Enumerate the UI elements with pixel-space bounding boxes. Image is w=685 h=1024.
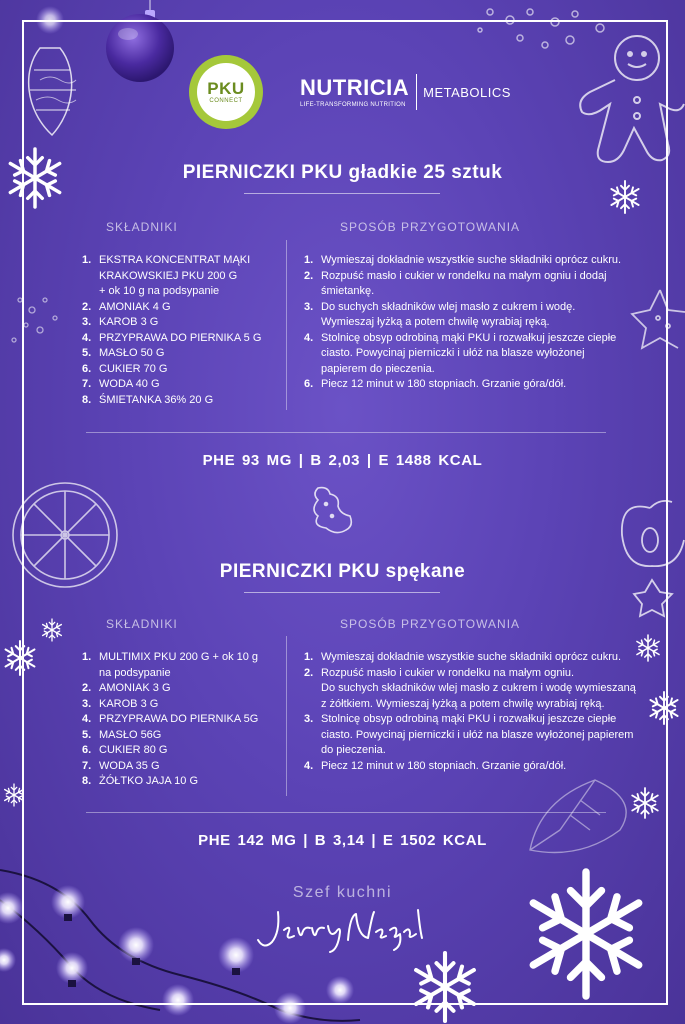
- list-item: [304, 728, 644, 744]
- list-item-text: Wymieszaj dokładnie wszystkie suche składniki oprócz cukru.: [321, 651, 622, 663]
- list-item-number: 1.: [304, 254, 314, 266]
- list-item-text: WODA 40 G: [99, 378, 160, 390]
- method-heading: SPOSÓB PRZYGOTOWANIA: [340, 220, 521, 234]
- column-divider: [286, 636, 287, 796]
- ingredients-heading: SKŁADNIKI: [106, 617, 178, 631]
- list-item: [304, 362, 634, 378]
- nutricia-logo: [300, 70, 511, 114]
- logo-separator: [416, 74, 417, 110]
- list-item-number: [82, 284, 99, 300]
- list-item-text: ciasto. Powycinaj pierniczki i ułóż na blasze wyłożonej: [321, 347, 585, 359]
- nutrition-summary: PHE 93 MG | B 2,03 | E 1488 KCAL: [202, 452, 483, 469]
- list-item-number: [304, 743, 321, 759]
- pku-logo-subtext: CONNECT: [209, 97, 243, 104]
- list-item: [82, 362, 278, 378]
- list-item-text: WODA 35 G: [99, 759, 160, 772]
- list-item-number: [82, 666, 99, 682]
- list-item-text: z żółtkiem. Wymieszaj łyżką a potem chwilę wyrabiaj ręką.: [321, 697, 605, 710]
- list-item-text: na podsypanie: [99, 666, 171, 679]
- list-item: [304, 743, 644, 759]
- list-item: [82, 774, 278, 790]
- title-divider: [244, 193, 440, 194]
- list-item-number: [304, 697, 321, 713]
- list-item-number: 7.: [82, 759, 92, 772]
- list-item-text: MASŁO 50 G: [99, 347, 165, 359]
- list-item: [304, 759, 644, 775]
- list-item-text: Piecz 12 minut w 180 stopniach. Grzanie góra/dół.: [321, 378, 567, 390]
- list-item-number: 4.: [304, 759, 314, 772]
- list-item: [82, 269, 278, 285]
- list-item-number: 8.: [82, 393, 92, 406]
- list-item-number: [304, 284, 321, 300]
- list-item-number: 2.: [82, 300, 92, 313]
- ingredients-list: [82, 650, 278, 790]
- list-item-number: 2.: [82, 682, 92, 694]
- list-item: [82, 346, 278, 362]
- list-item: [304, 681, 644, 697]
- list-item: [82, 284, 278, 300]
- list-item: [304, 377, 634, 393]
- list-item-number: 1.: [82, 254, 92, 266]
- list-item-number: 2.: [304, 666, 314, 679]
- list-item-text: Rozpuść masło i cukier w rondelku na małym ogniu i dodaj: [321, 269, 607, 282]
- snowflake-icon: [5, 784, 24, 806]
- list-item-number: 4.: [82, 713, 92, 725]
- list-item-text: CUKIER 80 G: [99, 744, 168, 756]
- list-item: [304, 346, 634, 362]
- recipe-title: PIERNICZKI PKU spękane: [219, 561, 466, 582]
- column-divider: [286, 240, 287, 410]
- nutricia-name: NUTRICIA: [300, 74, 410, 100]
- list-item: [82, 666, 278, 682]
- list-item: [82, 331, 278, 347]
- nutrition-summary: PHE 142 MG | B 3,14 | E 1502 KCAL: [198, 832, 487, 849]
- list-item-text: PRZYPRAWA DO PIERNIKA 5G: [99, 713, 259, 725]
- list-item: [304, 666, 644, 682]
- list-item-number: [304, 681, 321, 697]
- list-item-text: EKSTRA KONCENTRAT MĄKI: [99, 254, 251, 266]
- list-item-number: [304, 315, 321, 331]
- section-divider: [86, 432, 606, 433]
- list-item-text: Piecz 12 minut w 180 stopniach. Grzanie góra/dół.: [321, 759, 567, 772]
- list-item-number: 7.: [82, 378, 92, 390]
- list-item-text: papierem do pieczenia.: [321, 362, 435, 375]
- list-item-number: [82, 269, 99, 285]
- nutricia-division: METABOLICS: [423, 84, 511, 100]
- ingredients-heading: SKŁADNIKI: [106, 220, 178, 234]
- list-item-text: ŚMIETANKA 36% 20 G: [99, 393, 214, 406]
- list-item-number: [304, 346, 321, 362]
- list-item: [82, 681, 278, 697]
- list-item: [82, 743, 278, 759]
- list-item-text: Stolnicę obsyp odrobiną mąki PKU i rozwałkuj jeszcze ciepłe: [321, 713, 617, 725]
- list-item-number: 6.: [304, 378, 314, 390]
- list-item: [304, 331, 634, 347]
- list-item: [82, 697, 278, 713]
- list-item-text: AMONIAK 3 G: [99, 682, 171, 694]
- list-item-text: Do suchych składników wlej masło z cukrem i wodę wymieszaną: [321, 682, 636, 694]
- pku-logo-text: PKU: [207, 78, 245, 98]
- list-item: [82, 728, 278, 744]
- nutricia-tagline: LIFE-TRANSFORMING NUTRITION: [300, 101, 406, 108]
- method-heading: SPOSÓB PRZYGOTOWANIA: [340, 617, 521, 631]
- chef-signature: [250, 900, 430, 960]
- list-item-number: 4.: [82, 331, 92, 344]
- list-item-number: 8.: [82, 775, 92, 787]
- list-item-text: KRAKOWSKIEJ PKU 200 G: [99, 269, 238, 282]
- list-item-text: MASŁO 56G: [99, 728, 162, 741]
- steps-list: [304, 253, 634, 393]
- list-item-text: PRZYPRAWA DO PIERNIKA 5 G: [99, 331, 262, 344]
- chef-label: Szef kuchni: [292, 884, 393, 901]
- list-item: [82, 377, 278, 393]
- list-item-number: 3.: [82, 697, 92, 710]
- list-item-text: ciasto. Powycinaj pierniczki i ułóż na blasze wyłożonej papierem: [321, 728, 634, 741]
- list-item-number: 1.: [304, 651, 314, 663]
- pku-connect-logo: [189, 55, 263, 129]
- list-item: [304, 712, 644, 728]
- list-item-text: MULTIMIX PKU 200 G + ok 10 g: [99, 651, 259, 663]
- list-item: [82, 712, 278, 728]
- list-item: [304, 300, 634, 316]
- list-item-number: 6.: [82, 744, 92, 756]
- list-item: [304, 650, 644, 666]
- list-item: [304, 269, 634, 285]
- list-item-number: 3.: [304, 300, 314, 313]
- list-item: [304, 697, 644, 713]
- list-item-text: + ok 10 g na podsypanie: [99, 285, 220, 297]
- list-item-number: 5.: [82, 728, 92, 741]
- recipe-title: PIERNICZKI PKU gładkie 25 sztuk: [182, 162, 503, 183]
- section-divider: [86, 812, 606, 813]
- list-item-number: 3.: [304, 713, 314, 725]
- list-item-text: KAROB 3 G: [99, 697, 159, 710]
- list-item-text: CUKIER 70 G: [99, 362, 168, 375]
- list-item: [82, 759, 278, 775]
- list-item: [82, 315, 278, 331]
- list-item: [82, 393, 278, 409]
- list-item-number: [304, 362, 321, 378]
- list-item-number: 5.: [82, 347, 92, 359]
- list-item-text: Rozpuść masło i cukier w rondelku na małym ogniu.: [321, 666, 575, 679]
- list-item-text: Wymieszaj dokładnie wszystkie suche składniki oprócz cukru.: [321, 254, 622, 266]
- list-item-number: 4.: [304, 331, 314, 344]
- title-divider: [244, 592, 440, 593]
- steps-list: [304, 650, 644, 774]
- ingredients-list: [82, 253, 278, 408]
- list-item-text: do pieczenia.: [321, 744, 386, 756]
- list-item-text: śmietankę.: [321, 285, 375, 297]
- list-item-number: 1.: [82, 651, 92, 663]
- list-item: [82, 300, 278, 316]
- list-item-text: Stolnicę obsyp odrobiną mąki PKU i rozwałkuj jeszcze ciepłe: [321, 331, 617, 344]
- list-item: [82, 650, 278, 666]
- list-item-text: ŻÓŁTKO JAJA 10 G: [99, 775, 199, 787]
- list-item: [304, 315, 634, 331]
- list-item-text: AMONIAK 4 G: [99, 300, 171, 313]
- list-item-number: [304, 728, 321, 744]
- list-item-number: 2.: [304, 269, 314, 282]
- list-item-text: KAROB 3 G: [99, 316, 159, 328]
- list-item-number: 6.: [82, 362, 92, 375]
- list-item-text: Do suchych składników wlej masło z cukrem i wodę.: [321, 300, 576, 313]
- list-item: [304, 284, 634, 300]
- list-item: [304, 253, 634, 269]
- list-item-number: 3.: [82, 316, 92, 328]
- list-item: [82, 253, 278, 269]
- list-item-text: Wymieszaj łyżką a potem chwilę wyrabiaj ręką.: [321, 316, 550, 328]
